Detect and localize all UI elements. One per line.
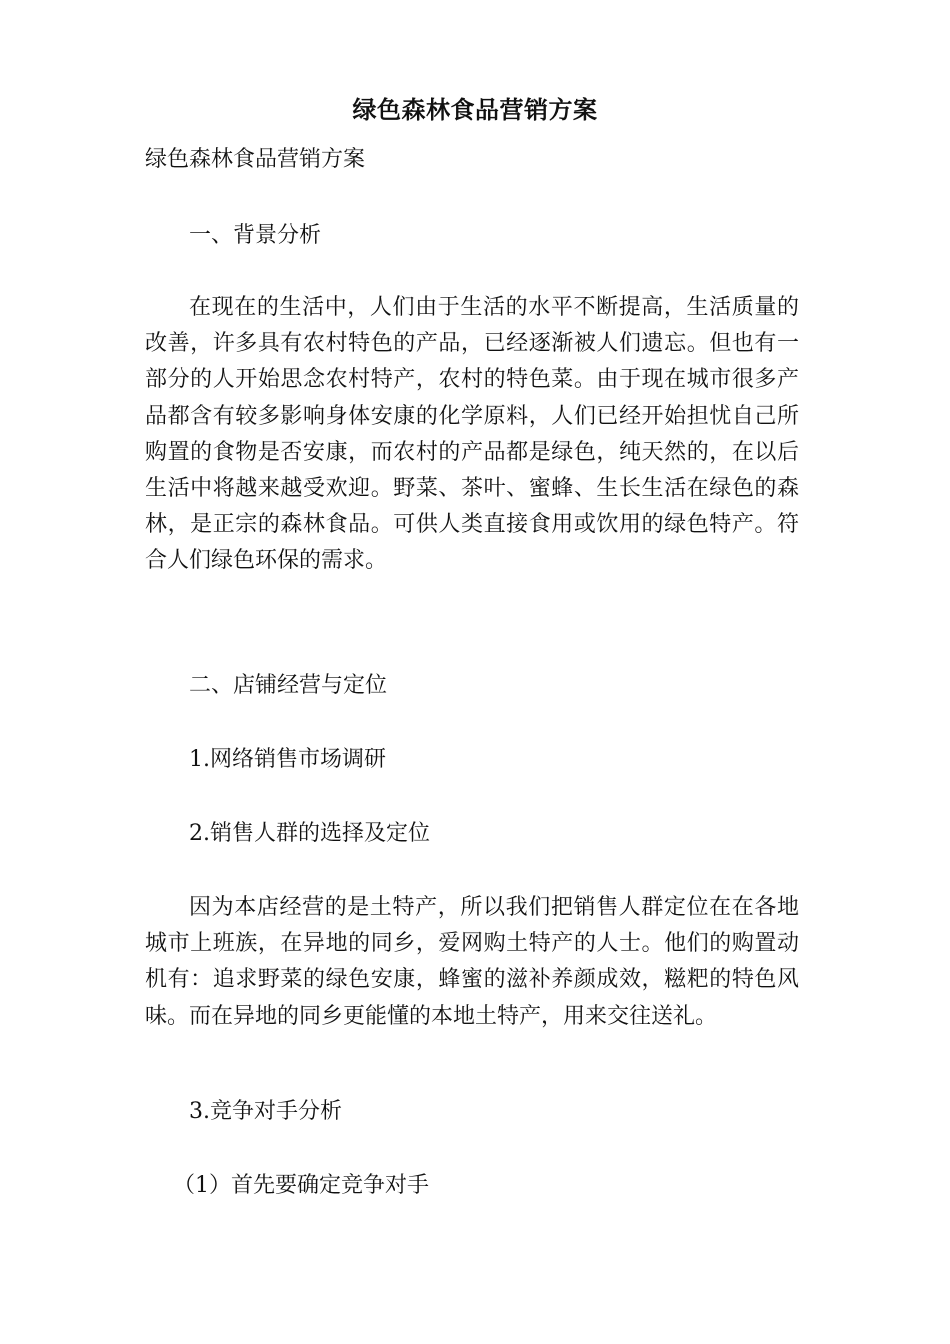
list-item-market-research: 1.网络销售市场调研 [189,747,386,772]
section-heading-store-positioning: 二、店铺经营与定位 [189,673,388,698]
list-item-competitor-analysis: 3.竞争对手分析 [189,1099,342,1124]
list-item-target-audience: 2.销售人群的选择及定位 [189,821,430,846]
paragraph-background: 在现在的生活中，人们由于生活的水平不断提高，生活质量的改善，许多具有农村特色的产品，已经逐渐被人们遗忘。但也有一部分的人开始思念农村特产，农村的特色菜。由于现在城市很多产品都含有较多影响身体安康的化学原料，人们已经开始担忧自己所购置的食物是否安康，而农村的产品都是绿色，纯天然的，在以后生活中将越来越受欢迎。野菜、茶叶、蜜蜂、生长生活在绿色的森林，是正宗的森林食品。可供人类直接食用或饮用的绿色特产。符合人们绿色环保的需求。 [145,295,799,574]
paragraph-target-audience: 因为本店经营的是土特产，所以我们把销售人群定位在在各地城市上班族，在异地的同乡，爱网购土特产的人士。他们的购置动机有：追求野菜的绿色安康，蜂蜜的滋补养颜成效，糍粑的特色风味。而在异地的同乡更能懂的本地土特产，用来交往送礼。 [145,895,799,1029]
section-heading-background: 一、背景分析 [189,223,322,248]
document-title: 绿色森林食品营销方案 [352,96,598,124]
document-subtitle: 绿色森林食品营销方案 [145,147,366,172]
sub-item-identify-competitors: （1）首先要确定竞争对手 [173,1173,429,1198]
